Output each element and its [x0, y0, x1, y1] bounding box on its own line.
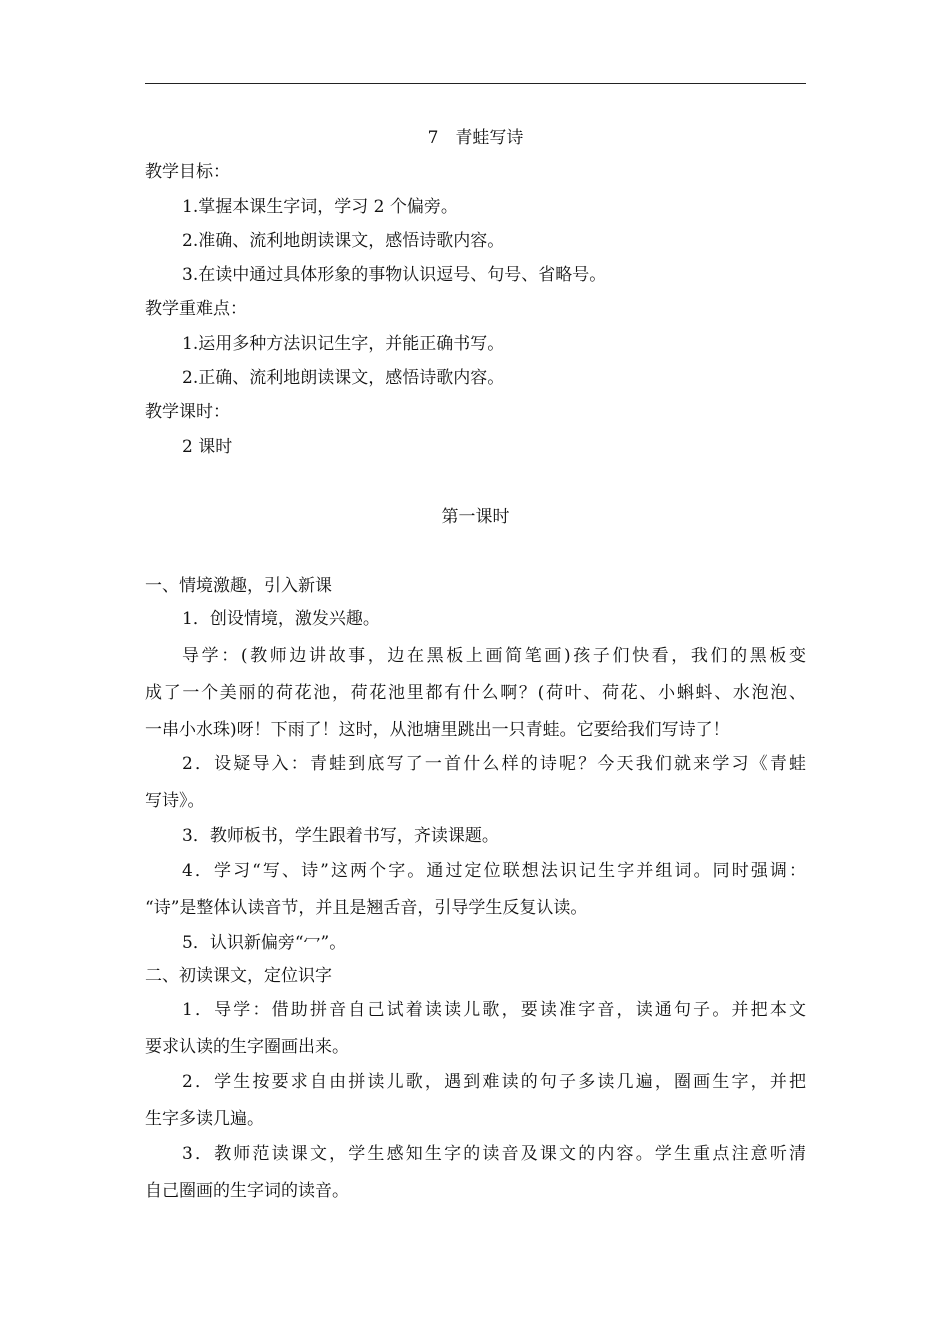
key-point-item: 2.正确、流利地朗读课文，感悟诗歌内容。 — [182, 368, 505, 388]
section1-heading: 一、情境激趣，引入新课 — [145, 576, 332, 596]
section1-para: 导学：(教师边讲故事，边在黑板上画简笔画)孩子们快看，我们的黑板变 — [182, 646, 806, 666]
section1-para: 一串小水珠)呀！下雨了！这时，从池塘里跳出一只青蛙。它要给我们写诗了！ — [145, 720, 730, 740]
section1-para: “诗”是整体认读音节，并且是翘舌音，引导学生反复认读。 — [145, 898, 588, 918]
objective-item: 1.掌握本课生字词，学习 2 个偏旁。 — [182, 197, 458, 217]
objectives-heading: 教学目标： — [145, 162, 230, 182]
section2-para: 3．教师范读课文，学生感知生字的读音及课文的内容。学生重点注意听清 — [182, 1144, 806, 1164]
key-points-heading: 教学重难点： — [145, 299, 247, 319]
page-title: 7 青蛙写诗 — [427, 128, 524, 148]
section2-heading: 二、初读课文，定位识字 — [145, 966, 332, 986]
section2-para: 2．学生按要求自由拼读儿歌，遇到难读的句子多读几遍，圈画生字，并把 — [182, 1072, 806, 1092]
header-rule — [145, 83, 806, 84]
periods-heading: 教学课时： — [145, 402, 230, 422]
section1-para: 4．学习“写、诗”这两个字。通过定位联想法识记生字并组词。同时强调： — [182, 861, 806, 881]
key-point-item: 1.运用多种方法识记生字，并能正确书写。 — [182, 334, 505, 354]
objective-item: 2.准确、流利地朗读课文，感悟诗歌内容。 — [182, 231, 505, 251]
lesson-title: 第一课时 — [441, 507, 510, 527]
section1-para: 5．认识新偏旁“冖”。 — [182, 933, 347, 953]
section2-para: 要求认读的生字圈画出来。 — [145, 1037, 349, 1057]
section1-para: 2．设疑导入：青蛙到底写了一首什么样的诗呢？今天我们就来学习《青蛙 — [182, 754, 806, 774]
section1-para: 成了一个美丽的荷花池，荷花池里都有什么啊？(荷叶、荷花、小蝌蚪、水泡泡、 — [145, 683, 806, 703]
section1-para: 3．教师板书，学生跟着书写，齐读课题。 — [182, 826, 499, 846]
section2-para: 1．导学：借助拼音自己试着读读儿歌，要读准字音，读通句子。并把本文 — [182, 1000, 806, 1020]
section1-para: 1．创设情境，激发兴趣。 — [182, 609, 380, 629]
section1-para: 写诗》。 — [145, 791, 205, 811]
periods-value: 2 课时 — [182, 437, 233, 457]
section2-para: 自己圈画的生字词的读音。 — [145, 1181, 349, 1201]
objective-item: 3.在读中通过具体形象的事物认识逗号、句号、省略号。 — [182, 265, 607, 285]
section2-para: 生字多读几遍。 — [145, 1109, 264, 1129]
